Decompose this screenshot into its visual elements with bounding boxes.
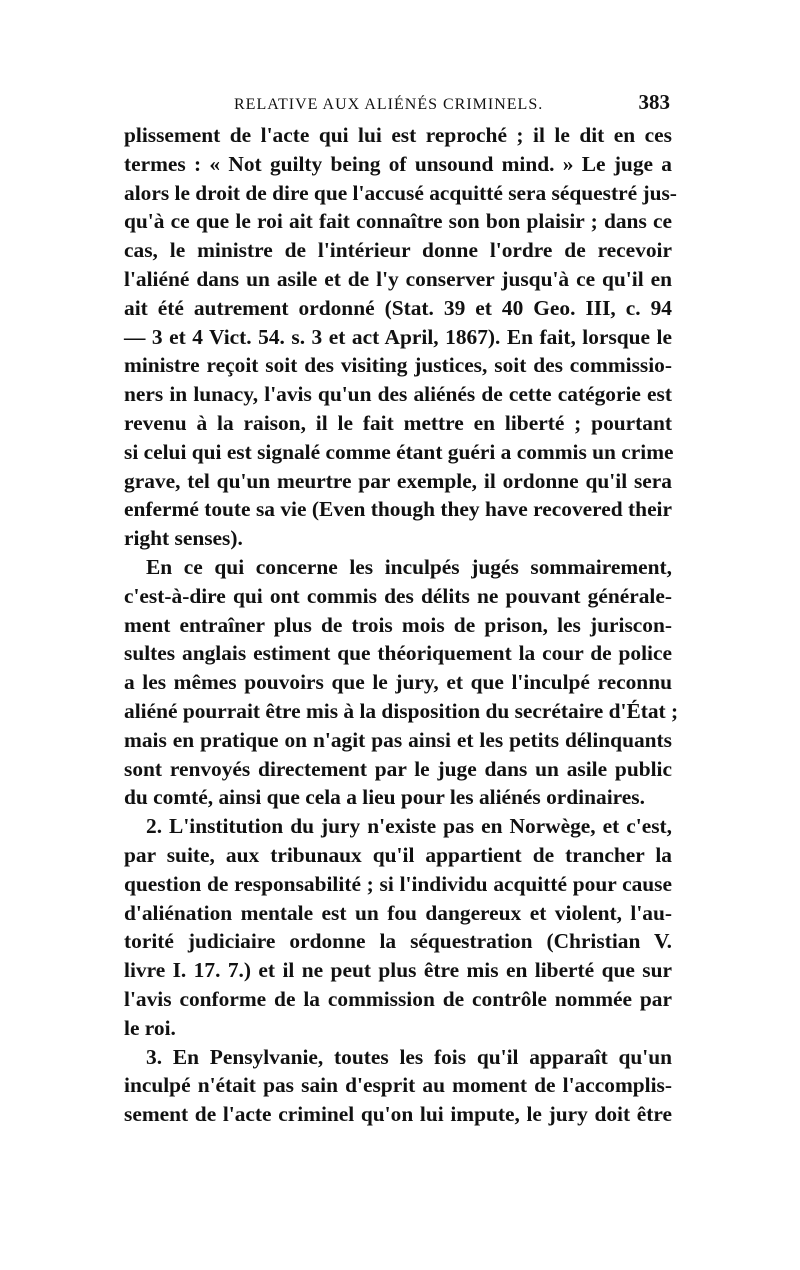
text-line: revenu à la raison, il le fait mettre en liberté ; pourtant [124,410,672,435]
text-line: 2. L'institution du jury n'existe pas en Norwège, et c'est, [146,814,672,839]
text-line: qu'à ce que le roi ait fait connaître son bon plaisir ; dans ce [124,209,672,234]
text-line: termes : « Not guilty being of unsound mind. » Le juge a [124,151,672,176]
text-line: sement de l'acte criminel qu'on lui impute, le jury doit être [124,1102,672,1127]
text-line: l'aliéné dans un asile et de l'y conserver jusqu'à ce qu'il en [124,266,672,291]
text-line: du comté, ainsi que cela a lieu pour les aliénés ordinaires. [124,785,645,810]
text-line: c'est-à-dire qui ont commis des délits ne pouvant générale- [124,583,672,608]
text-line: a les mêmes pouvoirs que le jury, et que l'inculpé reconnu [124,670,672,695]
text-line: cas, le ministre de l'intérieur donne l'ordre de recevoir [124,238,672,263]
text-line: 3. En Pensylvanie, toutes les fois qu'il apparaît qu'un [146,1044,672,1069]
text-line: En ce qui concerne les inculpés jugés sommairement, [146,554,672,579]
text-line: ners in lunacy, l'avis qu'un des aliénés de cette catégorie est [124,382,672,407]
text-line: — 3 et 4 Vict. 54. s. 3 et act April, 1867). En fait, lorsque le [124,324,672,349]
text-line: ministre reçoit soit des visiting justices, soit des commissio- [124,353,672,378]
text-line: livre I. 17. 7.) et il ne peut plus être mis en liberté que sur [124,958,672,983]
text-line: par suite, aux tribunaux qu'il appartient de trancher la [124,842,672,867]
text-line: enfermé toute sa vie (Even though they have recovered their [124,497,672,522]
text-line: plissement de l'acte qui lui est reproché ; il le dit en ces [124,123,672,147]
text-line: sont renvoyés directement par le juge dans un asile public [124,756,672,781]
text-line: d'aliénation mentale est un fou dangereux et violent, l'au- [124,900,672,925]
text-line: ait été autrement ordonné (Stat. 39 et 40 Geo. III, c. 94 [124,295,672,320]
running-title: RELATIVE AUX ALIÉNÉS CRIMINELS. [234,96,544,113]
text-line: grave, tel qu'un meurtre par exemple, il ordonne qu'il sera [124,468,672,493]
body-text [124,121,679,1129]
text-line: ment entraîner plus de trois mois de prison, les juriscon- [124,612,672,637]
page-number: 383 [638,90,670,114]
text-line: mais en pratique on n'agit pas ainsi et les petits délinquants [124,727,672,752]
text-line: right senses). [124,526,243,551]
text-line: inculpé n'était pas sain d'esprit au moment de l'accomplis- [124,1073,672,1098]
text-line: l'avis conforme de la commission de contrôle nommée par [124,986,672,1011]
text-line: sultes anglais estiment que théoriquement la cour de police [124,641,672,666]
text-line: si celui qui est signalé comme étant guéri a commis un crime [124,439,674,464]
text-line: le roi. [124,1015,176,1040]
page-header [126,90,670,115]
text-line: aliéné pourrait être mis à la disposition du secrétaire d'État ; [124,698,679,723]
text-line: alors le droit de dire que l'accusé acquitté sera séquestré jus- [124,180,677,205]
text-line: question de responsabilité ; si l'individu acquitté pour cause [124,871,672,896]
text-line: torité judiciaire ordonne la séquestration (Christian V. [124,929,672,954]
